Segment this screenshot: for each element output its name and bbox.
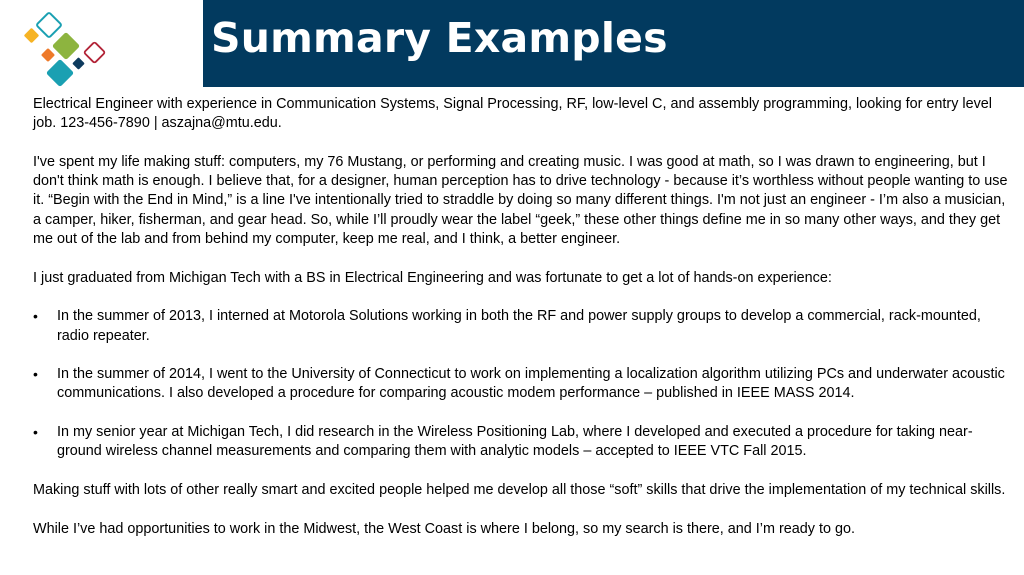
list-item — [33, 365, 1008, 404]
logo-orange-diamond — [41, 48, 55, 62]
bullet-glyph: • — [33, 308, 38, 325]
closing-paragraph: While I’ve had opportunities to work in the Midwest, the West Coast is where I belong, so my search is there, and I’m ready to go. — [33, 520, 855, 537]
bullet-glyph: • — [33, 424, 38, 441]
logo-teal-diamond — [46, 59, 74, 87]
logo-red-outline-diamond — [84, 42, 105, 63]
list-item-text: In the summer of 2014, I went to the University of Connecticut to work on implementing a localization algorithm utilizing PCs and underwater acoustic communications. I also developed a procedure for comparing acoustic modem performance – published in IEEE MASS 2014. — [57, 366, 1005, 402]
page-title: Summary Examples — [211, 14, 668, 62]
personal-paragraph: I've spent my life making stuff: computers, my 76 Mustang, or performing and creating music. I was good at math, so I was drawn to engineering, but I don't think math is enough. I believe that, for a designer, human perception has to drive technology - because it’s worthless without people wanting to use it. “Begin with the End in Mind,” is a line I've intentionally tried to straddle by doing so many different things. I'm not just an engineer - I’m also a musician, a camper, hiker, fisherman, and gear head. So, while I’ll proudly wear the label “geek,” these other things define me in so many other ways, and they get me out of the lab and from behind my computer, keep me real, and I think, a better engineer. — [33, 153, 1008, 248]
soft-skills-paragraph: Making stuff with lots of other really smart and excited people helped me develop all those “soft” skills that drive the implementation of my technical skills. — [33, 481, 1006, 498]
list-item-text: In the summer of 2013, I interned at Motorola Solutions working in both the RF and power supply groups to develop a commercial, rack-mounted, radio repeater. — [57, 308, 981, 344]
logo-teal-outline-diamond — [36, 12, 61, 37]
diamond-logo-icon — [20, 8, 120, 93]
summary-body — [33, 95, 1008, 558]
logo-yellow-diamond — [24, 28, 40, 44]
list-item — [33, 307, 1008, 346]
list-item — [33, 423, 1008, 462]
logo-green-diamond — [52, 32, 80, 60]
logo-navy-diamond — [72, 57, 85, 70]
title-bar — [203, 0, 1024, 87]
experience-intro-paragraph: I just graduated from Michigan Tech with a BS in Electrical Engineering and was fortunate to get a lot of hands-on experience: — [33, 269, 832, 286]
bullet-glyph: • — [33, 366, 38, 383]
intro-paragraph: Electrical Engineer with experience in Communication Systems, Signal Processing, RF, low-level C, and assembly programming, looking for entry level job. 123-456-7890 | aszajna@mtu.edu. — [33, 96, 992, 132]
list-item-text: In my senior year at Michigan Tech, I did research in the Wireless Positioning Lab, where I developed and executed a procedure for taking near-ground wireless channel measurements and comparing them with analytic models – accepted to IEEE VTC Fall 2015. — [57, 424, 973, 460]
experience-list — [33, 307, 1008, 461]
